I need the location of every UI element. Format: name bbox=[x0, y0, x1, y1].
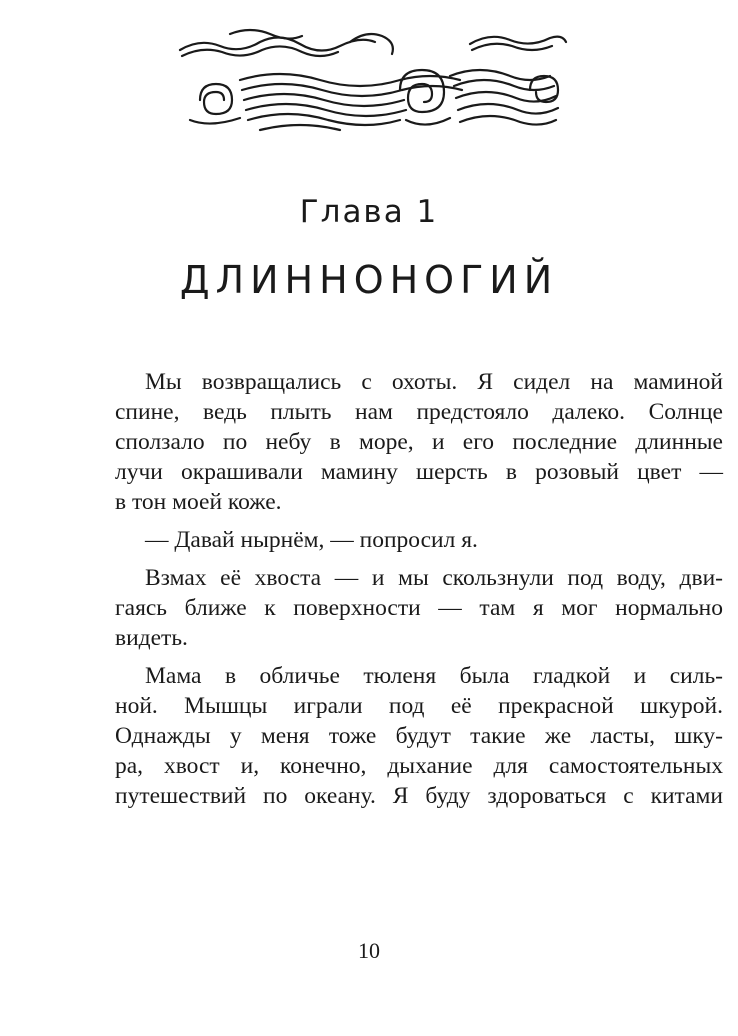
text-line: гаясь ближе к поверхности — там я мог нормально bbox=[115, 595, 723, 621]
text-line: ра, хвост и, конечно, дыхание для самостоятельных bbox=[115, 753, 723, 779]
text-line: Мы возвращались с охоты. Я сидел на маминой bbox=[145, 369, 723, 395]
text-line: путешествий по океану. Я буду здороваться с китами bbox=[115, 783, 723, 809]
text-line: — Давай нырнём, — попросил я. bbox=[145, 527, 478, 553]
text-line: видеть. bbox=[115, 625, 188, 651]
text-line: Мама в обличье тюленя была гладкой и силь- bbox=[145, 663, 723, 689]
chapter-title: ДЛИННОНОГИЙ bbox=[179, 258, 559, 302]
wave-ornament-icon bbox=[170, 20, 570, 140]
chapter-label: Глава 1 bbox=[299, 194, 439, 230]
body-text bbox=[115, 367, 723, 811]
text-line: Однажды у меня тоже будут такие же ласты, шку- bbox=[115, 723, 723, 749]
text-line: лучи окрашивали мамину шерсть в розовый цвет — bbox=[115, 459, 723, 485]
text-line: ной. Мышцы играли под её прекрасной шкурой. bbox=[115, 693, 723, 719]
text-line: в тон моей коже. bbox=[115, 489, 282, 515]
text-line: Взмах её хвоста — и мы скользнули под воду, дви- bbox=[145, 565, 723, 591]
text-line: спине, ведь плыть нам предстояло далеко. Солнце bbox=[115, 399, 723, 425]
text-line: сползало по небу в море, и его последние длинные bbox=[115, 429, 723, 455]
page-number: 10 bbox=[358, 938, 380, 963]
